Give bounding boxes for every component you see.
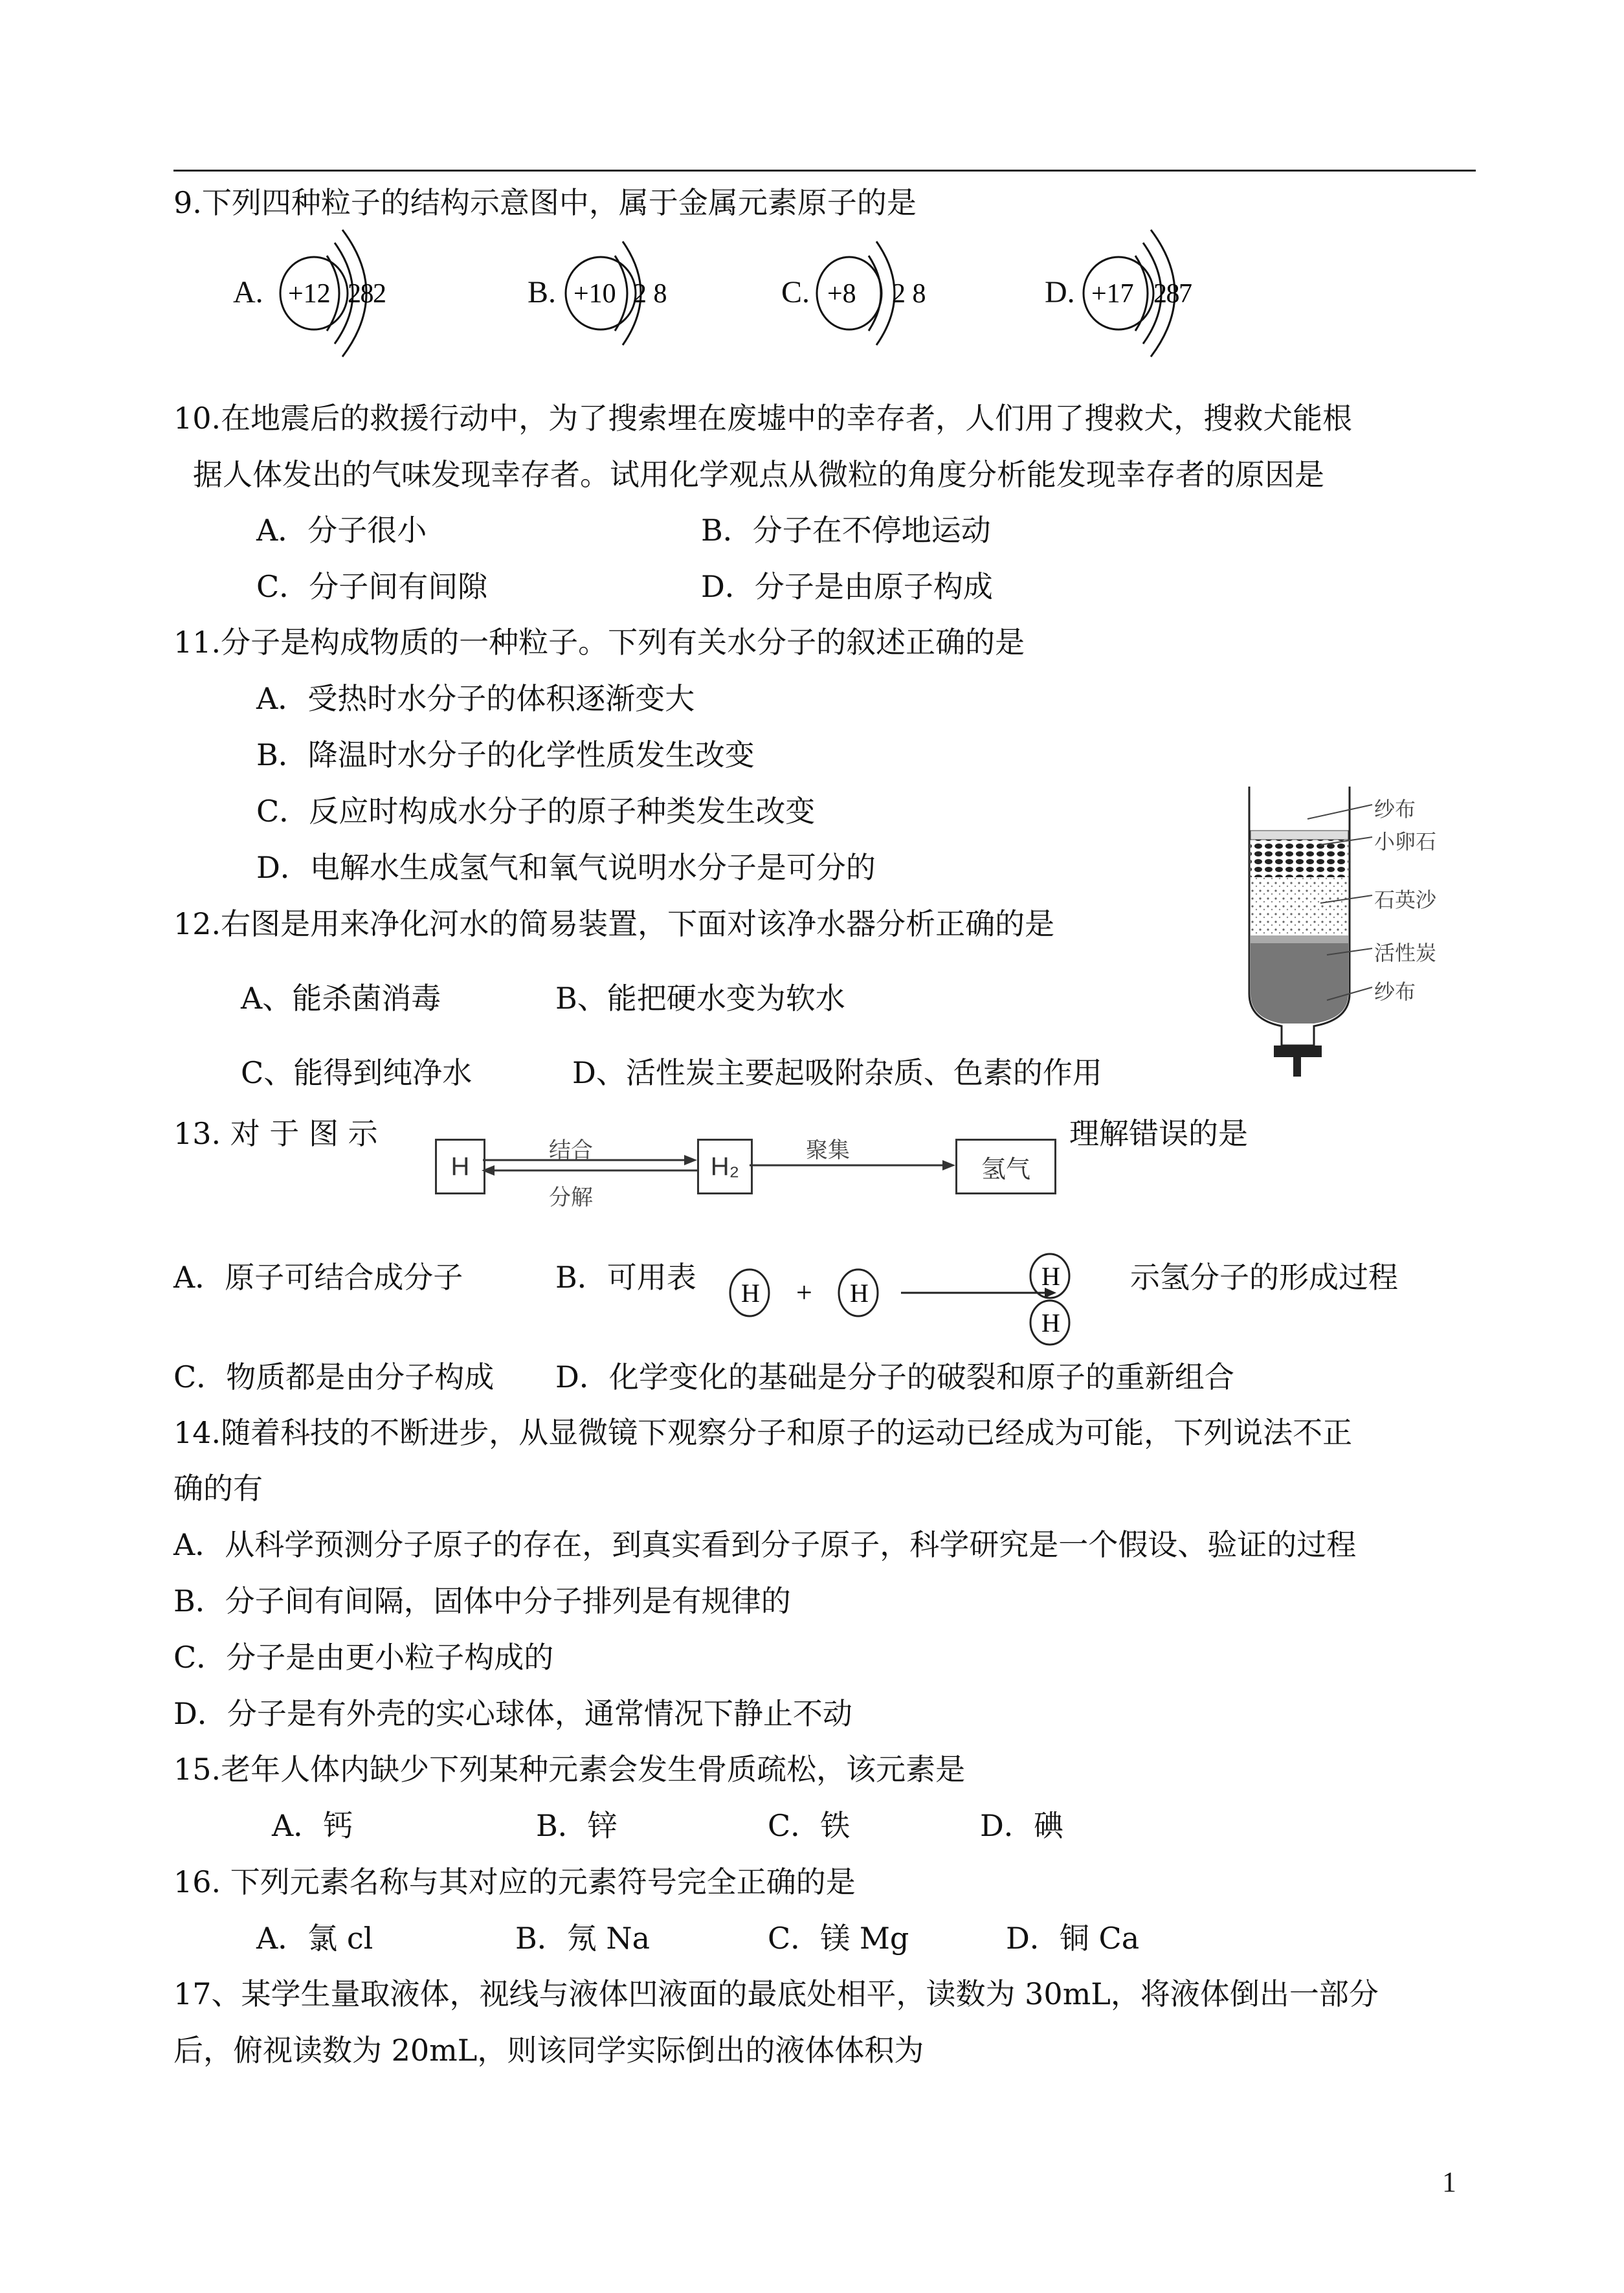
q9-option-d-nucleus: +17: [1091, 279, 1134, 309]
q9-option-c-nucleus: +8: [827, 279, 856, 309]
q16-option-c: C．镁 Mg: [768, 1921, 909, 1956]
q17-stem-line1: 17、某学生量取液体，视线与液体凹液面的最底处相平，读数为 30mL，将液体倒出一部分: [173, 1976, 1379, 2011]
q12-option-d: D、活性炭主要起吸附杂质、色素的作用: [572, 1055, 1102, 1090]
q14-stem-line2: 确的有: [173, 1471, 263, 1506]
q13-stem-left: 13. 对 于 图 示: [173, 1116, 378, 1151]
filter-label-quartz-sand: 石英沙: [1374, 888, 1437, 912]
q13-option-b-left: B．可用表: [555, 1260, 696, 1295]
q13-atom-h-2: H: [850, 1279, 869, 1308]
q13-diagram-box-h: H: [435, 1139, 485, 1194]
q9-option-d-shells: 2 8 7: [1153, 279, 1188, 309]
q12-option-a: A、能杀菌消毒: [241, 981, 441, 1016]
q13-plus-sign: +: [796, 1277, 812, 1308]
q13-option-b-right: 示氢分子的形成过程: [1130, 1260, 1398, 1295]
q17-stem-line2: 后，俯视读数为 20mL，则该同学实际倒出的液体体积为: [173, 2033, 924, 2068]
q10-option-a: A．分子很小: [256, 513, 427, 548]
q11-option-a: A．受热时水分子的体积逐渐变大: [256, 681, 695, 716]
q12-option-c: C、能得到纯净水: [241, 1055, 473, 1090]
q12-stem: 12.右图是用来净化河水的简易装置，下面对该净水器分析正确的是: [173, 906, 1055, 941]
q15-option-d: D．碘: [980, 1808, 1063, 1843]
q14-option-d: D．分子是有外壳的实心球体，通常情况下静止不动: [173, 1696, 852, 1731]
q13-option-d: D．化学变化的基础是分子的破裂和原子的重新组合: [555, 1359, 1234, 1394]
filter-label-pebbles: 小卵石: [1374, 829, 1437, 854]
water-filter-figure: [1243, 780, 1476, 1078]
page-number: 1: [1442, 2166, 1456, 2198]
q9-option-c-shells: 2 8: [892, 279, 926, 309]
q13-option-c: C．物质都是由分子构成: [173, 1359, 495, 1394]
q9-option-b-shells: 2 8: [633, 279, 667, 309]
q10-stem-line1: 10.在地震后的救援行动中，为了搜索埋在废墟中的幸存者，人们用了搜救犬，搜救犬能根: [173, 401, 1353, 436]
q15-option-c: C．铁: [768, 1808, 851, 1843]
q11-option-b: B．降温时水分子的化学性质发生改变: [256, 737, 755, 772]
q16-option-b: B．氖 Na: [515, 1921, 651, 1956]
q9-atom-diagram-c: [809, 223, 951, 359]
q9-option-a-shells: 2 8 2: [348, 279, 383, 309]
q9-option-c-letter: C.: [781, 275, 810, 309]
q9-option-b-letter: B.: [528, 275, 557, 309]
q14-stem-line1: 14.随着科技的不断进步，从显微镜下观察分子和原子的运动已经成为可能，下列说法不正: [173, 1415, 1353, 1450]
q10-option-b: B．分子在不停地运动: [701, 513, 991, 548]
filter-label-gauze-bottom: 纱布: [1374, 979, 1416, 1004]
q9-atom-diagram-a: [275, 223, 430, 359]
q10-option-c: C．分子间有间隙: [256, 569, 488, 604]
q9-option-d-letter: D.: [1045, 275, 1075, 309]
q13-arrow-label-combine: 结合: [549, 1137, 593, 1163]
q14-option-c: C．分子是由更小粒子构成的: [173, 1640, 554, 1675]
filter-label-gauze-top: 纱布: [1374, 797, 1416, 822]
q11-stem: 11.分子是构成物质的一种粒子。下列有关水分子的叙述正确的是: [173, 625, 1025, 660]
q16-option-d: D．铜 Ca: [1006, 1921, 1140, 1956]
q15-option-b: B．锌: [536, 1808, 617, 1843]
q15-stem: 15.老年人体内缺少下列某种元素会发生骨质疏松，该元素是: [173, 1752, 966, 1787]
q13-stem-right: 理解错误的是: [1069, 1116, 1248, 1151]
q16-stem: 16. 下列元素名称与其对应的元素符号完全正确的是: [173, 1864, 856, 1899]
filter-label-activated-carbon: 活性炭: [1374, 941, 1437, 965]
q9-option-a-nucleus: +12: [288, 279, 331, 309]
q13-molecule-atom-2: H: [1041, 1308, 1060, 1337]
q13-diagram-box-h2: H₂: [697, 1139, 753, 1194]
q13-atom-h-1: H: [741, 1279, 760, 1308]
q9-option-b-nucleus: +10: [573, 279, 616, 309]
q10-option-d: D．分子是由原子构成: [701, 569, 993, 604]
q15-option-a: A．钙: [272, 1808, 353, 1843]
q13-molecule-atom-1: H: [1041, 1262, 1060, 1291]
q9-atom-diagram-d: [1074, 223, 1230, 359]
q9-stem: 9.下列四种粒子的结构示意图中，属于金属元素原子的是: [173, 185, 917, 220]
q9-atom-diagram-b: [555, 223, 698, 359]
q14-option-b: B．分子间有间隔，固体中分子排列是有规律的: [173, 1583, 791, 1618]
q13-arrow-label-gather: 聚集: [806, 1137, 850, 1163]
q10-stem-line2: 据人体发出的气味发现幸存者。试用化学观点从微粒的角度分析能发现幸存者的原因是: [193, 457, 1324, 492]
q13-hydrogen-molecule-formation: [725, 1246, 1087, 1356]
q16-option-a: A．氯 cl: [256, 1921, 373, 1956]
header-rule: [173, 170, 1476, 172]
q11-option-d: D．电解水生成氢气和氧气说明水分子是可分的: [256, 850, 876, 885]
q13-arrow-label-decompose: 分解: [549, 1185, 593, 1211]
q13-diagram-box-hydrogen-gas: 氢气: [955, 1139, 1056, 1194]
q11-option-c: C．反应时构成水分子的原子种类发生改变: [256, 794, 816, 829]
q13-option-a: A．原子可结合成分子: [173, 1260, 463, 1295]
q14-option-a: A．从科学预测分子原子的存在，到真实看到分子原子，科学研究是一个假设、验证的过程: [173, 1527, 1357, 1562]
q12-option-b: B、能把硬水变为软水: [555, 981, 845, 1016]
q9-option-a-letter: A.: [233, 275, 263, 309]
